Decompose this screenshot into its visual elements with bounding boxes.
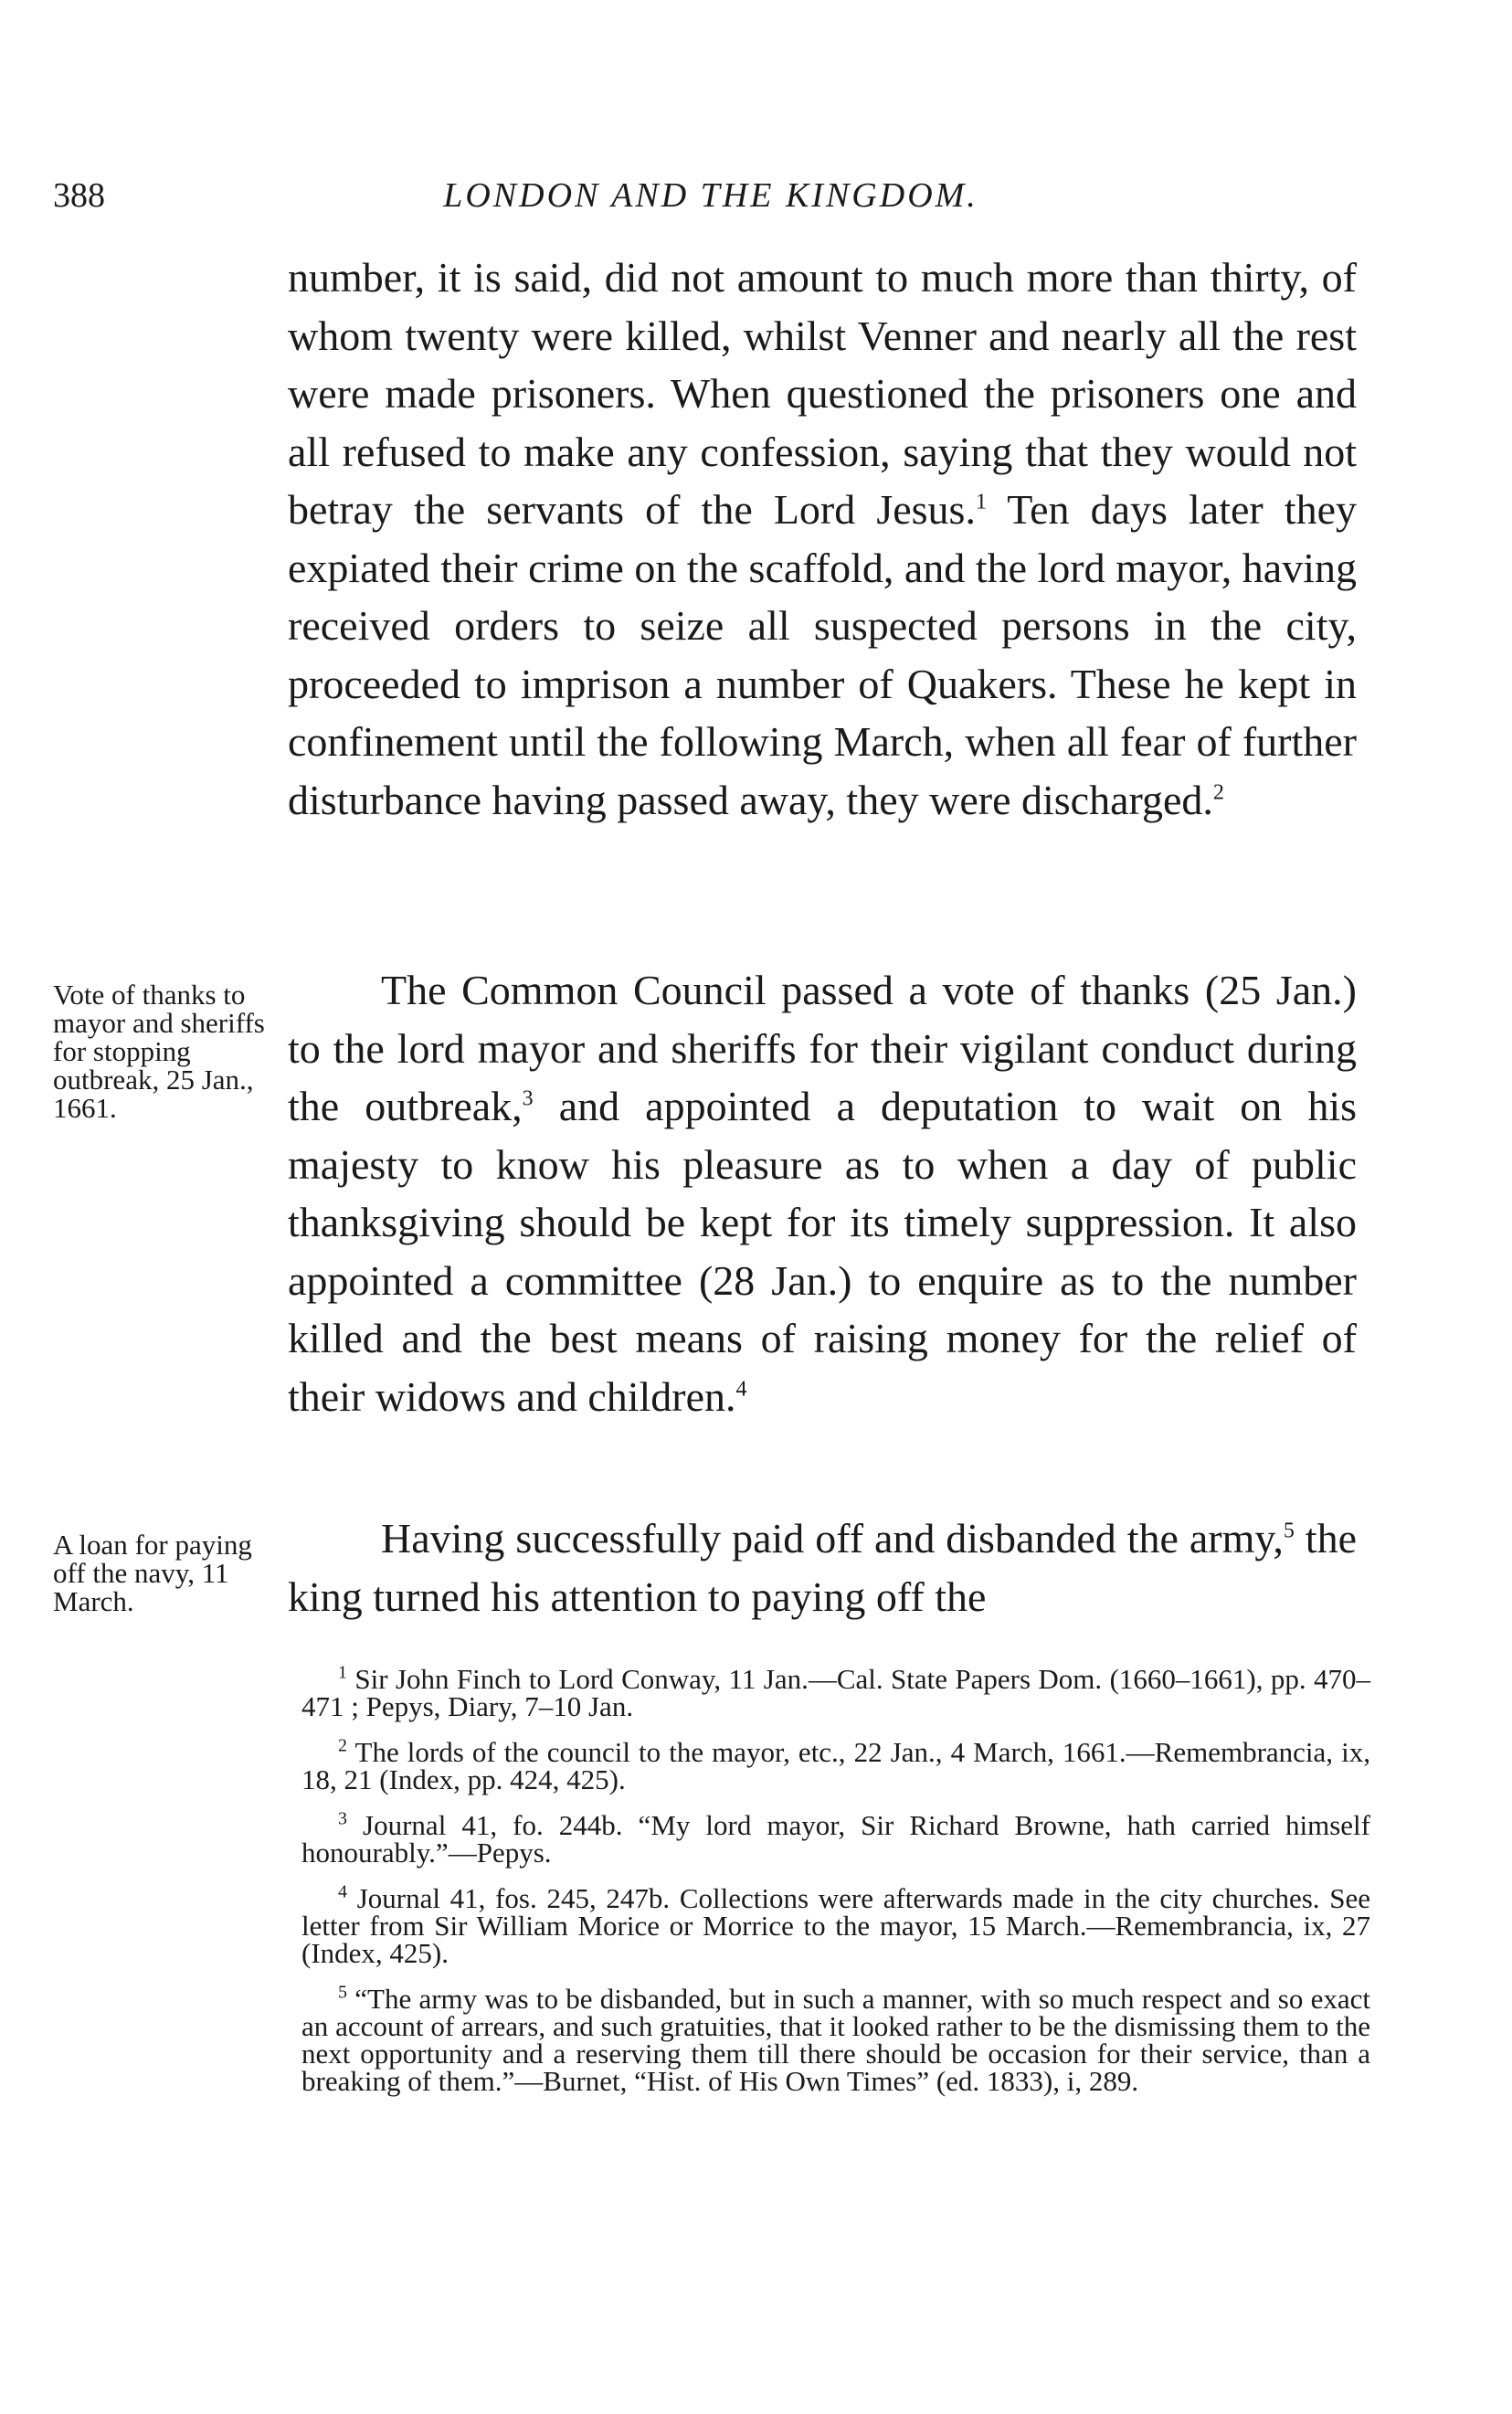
body-paragraph-3 <box>288 1509 1357 1625</box>
footnote-ref-4: 4 <box>735 1377 747 1402</box>
page-number: 388 <box>53 176 105 215</box>
footnote-ref-5: 5 <box>1283 1519 1295 1543</box>
footnote-text: Journal 41, fo. 244b. “My lord mayor, Sir Richard Browne, hath carried himself honourably.”—Pepys. <box>301 1809 1370 1869</box>
running-title: LONDON AND THE KINGDOM. <box>443 176 978 215</box>
footnote-mark: 1 <box>338 1662 347 1683</box>
footnote-ref-2: 2 <box>1212 780 1224 805</box>
footnote-text: Sir John Finch to Lord Conway, 11 Jan.—Cal. State Papers Dom. (1660–1661), pp. 470–471 ; Pepys, Diary, 7–10 Jan. <box>301 1663 1370 1722</box>
page-header <box>53 175 1369 221</box>
footnote-text: The lords of the council to the mayor, etc., 22 Jan., 4 March, 1661.—Remembrancia, ix, 18, 21 (Index, pp. 424, 425). <box>301 1736 1370 1795</box>
footnotes-section <box>301 1662 1370 2113</box>
footnote-mark: 2 <box>338 1735 347 1756</box>
footnote-2 <box>301 1735 1370 1795</box>
margin-note-navy-loan: A loan for paying off the navy, 11 March. <box>53 1529 252 1617</box>
paragraph-text: Ten days later they expiated their crime on the scaffold, and the lord mayor, having received orders to seize all suspected persons in the city, proceeded to imprison a number of Quakers. These he kept in confinement until the following March, when all fear of further disturbance having passed away, they were discharged. <box>288 486 1358 823</box>
paragraph-text: the king turned his attention to paying off the <box>288 1515 1357 1620</box>
paragraph-text: and appointed a deputation to wait on his majesty to know his pleasure as to when a day of public thanksgiving should be kept for its timely suppression. It also appointed a committee (28 Jan.) to enquire as to the number killed and the best means of raising money for the relief of their widows and children. <box>288 1083 1357 1420</box>
paragraph-text: Having successfully paid off and disbanded the army, <box>381 1515 1284 1562</box>
footnote-mark: 5 <box>338 1982 347 2003</box>
footnote-text: “The army was to be disbanded, but in such a manner, with so much respect and so exact an account of arrears, and such gratuities, that it looked rather to be the dismissing them to the next opportunity and a reserving them till there should be occasion for their service, than a breaking of them.”—Burnet, “Hist. of His Own Times” (ed. 1833), i, 289. <box>301 1983 1370 2097</box>
footnote-mark: 3 <box>338 1808 347 1829</box>
footnote-4 <box>301 1881 1370 1969</box>
footnote-text: Journal 41, fos. 245, 247b. Collections were afterwards made in the city churches. See letter from Sir William Morice or Morrice to the mayor, 15 March.—Remembrancia, ix, 27 (Index, 425). <box>301 1882 1370 1969</box>
footnote-3 <box>301 1808 1370 1869</box>
body-paragraph-2 <box>288 961 1357 1425</box>
footnote-ref-3: 3 <box>522 1086 534 1111</box>
body-paragraph-1 <box>288 249 1357 829</box>
footnote-1 <box>301 1662 1370 1722</box>
margin-note-vote-of-thanks: Vote of thanks to mayor and sheriffs for stopping outbreak, 25 Jan., 1661. <box>53 979 265 1124</box>
footnote-5 <box>301 1982 1370 2097</box>
paragraph-text: The Common Council passed a vote of thanks (25 Jan.) to the lord mayor and sheriffs for their vigilant conduct during the outbreak, <box>288 967 1357 1129</box>
paragraph-text: number, it is said, did not amount to much more than thirty, of whom twenty were killed, whilst Venner and nearly all the rest were made prisoners. When questioned the prisoners one and all refused to make any confession, saying that they would not betray the servants of the Lord Jesus. <box>288 254 1357 533</box>
footnote-ref-1: 1 <box>975 490 987 514</box>
footnote-mark: 4 <box>338 1881 347 1902</box>
